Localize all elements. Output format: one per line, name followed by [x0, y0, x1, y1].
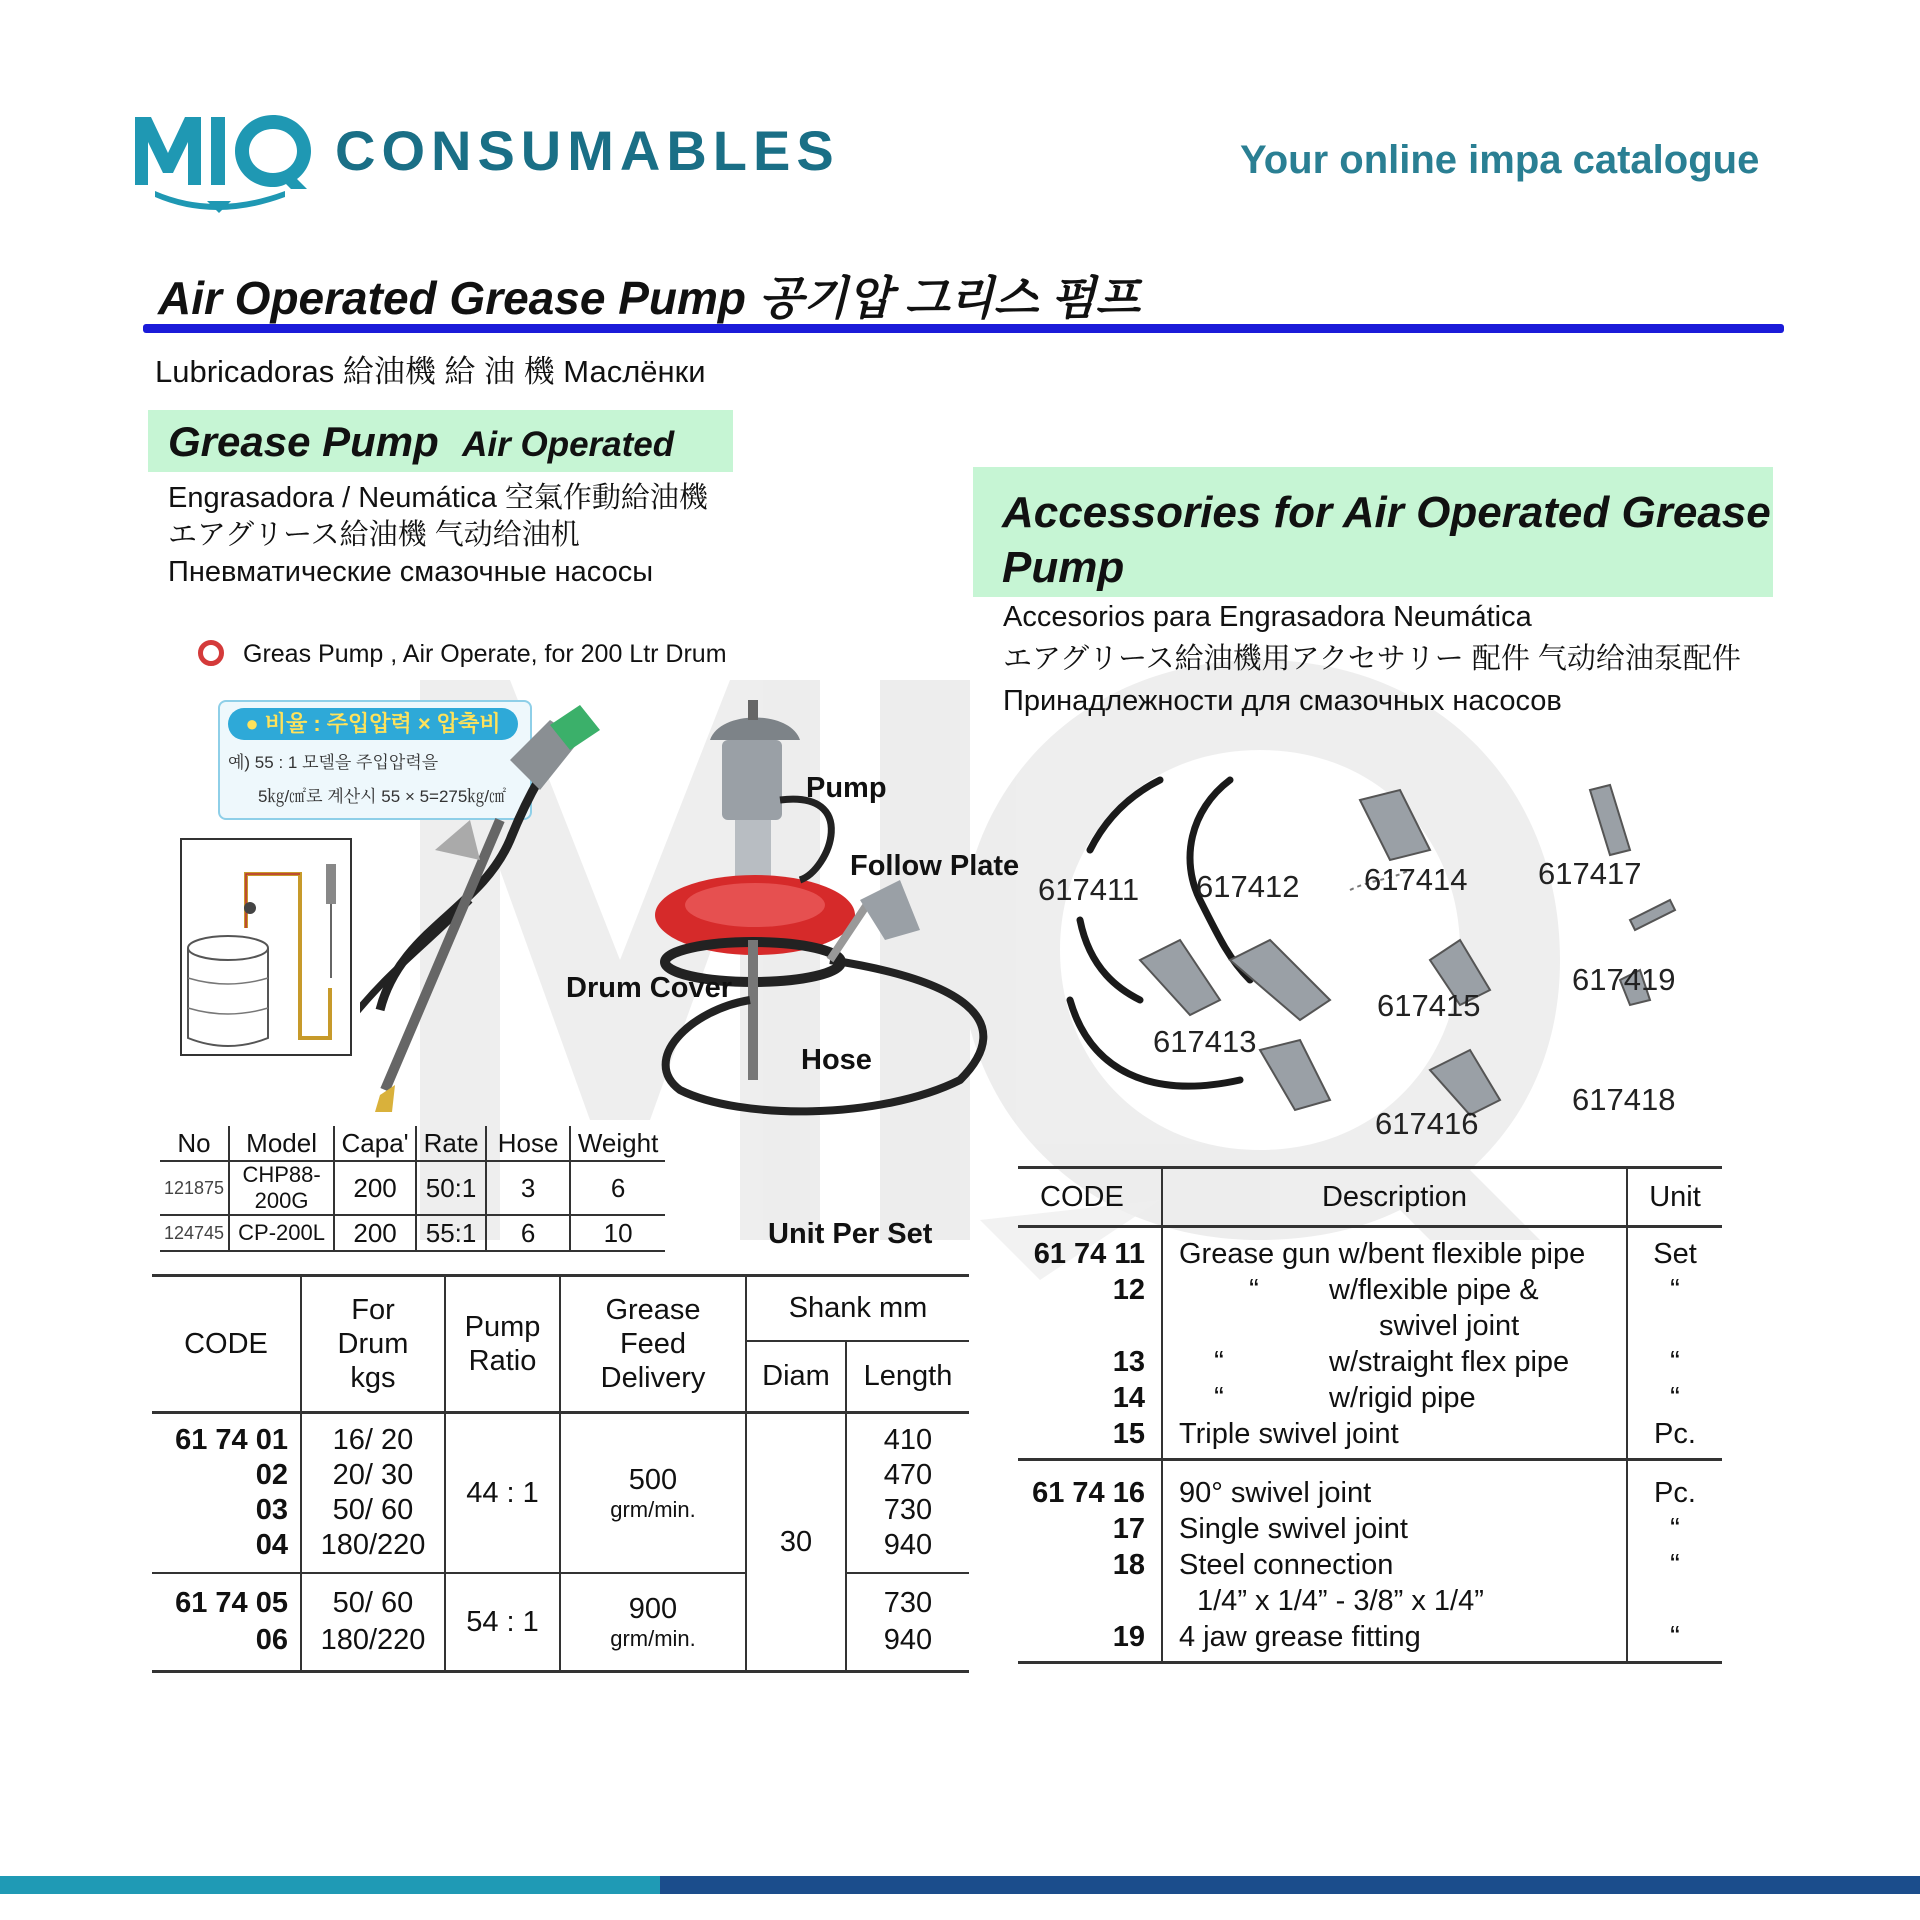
page-subtitle: Lubricadoras 給油機 給 油 機 Маслёнки [155, 354, 706, 389]
left-translations [168, 480, 708, 591]
feed-group-2 [560, 1573, 746, 1672]
code-cell: 06 [255, 1624, 288, 1656]
col-drum-header-line: Drum [337, 1328, 409, 1360]
table-row [160, 1215, 665, 1251]
table-row [160, 1161, 665, 1215]
col-description-header: Description [1162, 1168, 1627, 1227]
unit-cell: “ [1670, 1274, 1680, 1306]
description-cell: Steel connection [1179, 1549, 1394, 1581]
accessory-label: 617416 [1375, 1106, 1479, 1141]
description-cell: swivel joint [1379, 1310, 1520, 1342]
length-cell: 940 [883, 1529, 933, 1561]
descriptions-group-2 [1162, 1460, 1627, 1663]
feed-value: 900 [628, 1592, 678, 1625]
ratio-group-1: 44 : 1 [445, 1413, 560, 1574]
right-section-heading: Accessories for Air Operated Grease Pump [1002, 488, 1771, 592]
length-cell: 410 [883, 1424, 933, 1456]
length-cell: 470 [883, 1459, 933, 1491]
footer-bar [660, 1876, 1920, 1894]
lengths-group-2 [846, 1573, 969, 1672]
accessory-label: 617412 [1196, 869, 1300, 904]
feed-group-1 [560, 1413, 746, 1574]
codes-group-2 [1018, 1460, 1162, 1663]
units-group-2 [1627, 1460, 1722, 1663]
unit-per-set-label: Unit Per Set [768, 1218, 933, 1250]
col-feed-header [560, 1276, 746, 1413]
model-weight: 10 [570, 1215, 665, 1251]
code-cell: 02 [255, 1459, 288, 1491]
code-cell: 61 74 01 [175, 1424, 288, 1456]
feed-unit: grm/min. [610, 1625, 696, 1651]
description-cell: Grease gun w/bent flexible pipe [1179, 1238, 1586, 1270]
table-row [152, 1573, 969, 1672]
ratio-info-line-1: 예) 55 : 1 모델을 주입압력을 [228, 753, 439, 772]
drums-group-1 [301, 1413, 445, 1574]
codes-group-2 [152, 1573, 301, 1672]
drums-group-2 [301, 1573, 445, 1672]
code-cell: 61 74 11 [1033, 1238, 1145, 1270]
left-section-heading [168, 418, 674, 466]
col-ratio-header [445, 1276, 560, 1413]
unit-cell: “ [1670, 1513, 1680, 1545]
length-cell: 940 [883, 1624, 933, 1656]
model-rate: 50:1 [416, 1161, 486, 1215]
feed-value: 500 [628, 1463, 678, 1496]
col-length-header: Length [846, 1341, 969, 1413]
col-feed-header-line: Delivery [600, 1362, 706, 1394]
unit-cell [1628, 1583, 1722, 1619]
col-diam-header: Diam [746, 1341, 846, 1413]
col-code-header: CODE [1018, 1168, 1162, 1227]
model-table-header [160, 1126, 665, 1161]
codes-group-1 [1018, 1227, 1162, 1460]
accessory-label: 617418 [1572, 1082, 1676, 1117]
diam-cell: 30 [746, 1413, 846, 1672]
drum-diagram-image [180, 838, 352, 1056]
model-no: 124745 [160, 1215, 229, 1251]
description-cell: 90° swivel joint [1179, 1477, 1372, 1509]
callout-drum-cover: Drum Cover [566, 972, 732, 1004]
right-lang-line-3: Принадлежности для смазочных насосов [1003, 685, 1562, 717]
col-drum-header [301, 1276, 445, 1413]
code-cell: 03 [255, 1494, 288, 1526]
accessory-label: 617419 [1572, 962, 1676, 997]
description-cell: Triple swivel joint [1179, 1418, 1399, 1450]
unit-cell: Set [1653, 1238, 1697, 1270]
drum-cell: 180/220 [320, 1529, 426, 1561]
code-cell [1018, 1583, 1145, 1619]
title-divider [143, 324, 1784, 333]
code-cell: 18 [1112, 1549, 1145, 1581]
description-cell: 4 jaw grease fitting [1179, 1621, 1421, 1653]
description-cell: w/flexible pipe & [1329, 1274, 1539, 1306]
codes-group-1 [152, 1413, 301, 1574]
code-cell: 61 74 05 [175, 1587, 288, 1619]
col-feed-header-line: Feed [619, 1328, 687, 1360]
model-weight: 6 [570, 1161, 665, 1215]
drum-cell: 16/ 20 [332, 1424, 414, 1456]
unit-cell: “ [1670, 1346, 1680, 1378]
left-heading-main: Grease Pump [168, 418, 439, 465]
model-col-weight: Weight [570, 1126, 665, 1161]
length-cell: 730 [883, 1587, 933, 1619]
col-drum-header-line: kgs [350, 1362, 396, 1394]
drum-cell: 180/220 [320, 1624, 426, 1656]
description-cell: w/straight flex pipe [1329, 1346, 1570, 1378]
col-code-header: CODE [152, 1276, 301, 1413]
col-drum-header-line: For [351, 1294, 395, 1326]
model-name: CP-200L [229, 1215, 334, 1251]
model-no: 121875 [160, 1161, 229, 1215]
ratio-info-line-2: 5㎏/㎠로 계산시 55 × 5=275㎏/㎠ [258, 787, 507, 806]
accessory-label: 617414 [1364, 862, 1468, 897]
drum-cell: 20/ 30 [332, 1459, 414, 1491]
code-cell: 17 [1112, 1513, 1145, 1545]
code-cell: 15 [1112, 1418, 1145, 1450]
left-lang-line-3: Пневматические смазочные насосы [168, 556, 654, 588]
accessories-table-header [1018, 1168, 1722, 1227]
col-ratio-header-line: Ratio [468, 1345, 537, 1377]
model-col-hose: Hose [486, 1126, 570, 1161]
left-heading-small: Air Operated [462, 425, 675, 464]
grease-pump-code-table [152, 1274, 969, 1673]
code-cell: 19 [1112, 1621, 1145, 1653]
col-feed-header-line: Grease [605, 1294, 701, 1326]
grease-pump-image [360, 700, 1020, 1120]
ditto-mark: “ [1249, 1274, 1259, 1306]
code-cell: 13 [1112, 1346, 1145, 1378]
unit-cell [1628, 1308, 1722, 1344]
callout-pump: Pump [806, 772, 887, 804]
accessories-code-table [1018, 1166, 1722, 1664]
bullet-ring-icon [198, 640, 224, 666]
unit-cell: “ [1670, 1382, 1680, 1414]
col-unit-header: Unit [1627, 1168, 1722, 1227]
model-hose: 6 [486, 1215, 570, 1251]
left-lang-line-1: Engrasadora / Neumática 空氣作動給油機 [168, 482, 708, 514]
unit-cell: “ [1670, 1549, 1680, 1581]
drum-cell: 50/ 60 [332, 1587, 414, 1619]
right-lang-line-1: Accesorios para Engrasadora Neumática [1003, 601, 1532, 633]
model-capa: 200 [334, 1215, 416, 1251]
product-note: Greas Pump , Air Operate, for 200 Ltr Drum [243, 640, 727, 668]
feed-unit: grm/min. [610, 1496, 696, 1522]
col-shank-header: Shank mm [746, 1276, 969, 1341]
description-cell: w/rigid pipe [1329, 1382, 1476, 1414]
descriptions-group-1 [1162, 1227, 1627, 1460]
model-name: CHP88-200G [229, 1161, 334, 1215]
tagline: Your online impa catalogue [1240, 138, 1760, 182]
ditto-mark: “ [1214, 1382, 1224, 1414]
lengths-group-1 [846, 1413, 969, 1574]
brand-name: CONSUMABLES [335, 119, 840, 182]
model-rate: 55:1 [416, 1215, 486, 1251]
col-ratio-header-line: Pump [464, 1311, 541, 1343]
left-lang-line-2: エアグリース給油機 气动给油机 [168, 519, 580, 551]
unit-cell: “ [1670, 1621, 1680, 1653]
footer-bar-accent [0, 1876, 660, 1894]
model-capa: 200 [334, 1161, 416, 1215]
right-translations [1003, 596, 1741, 722]
model-hose: 3 [486, 1161, 570, 1215]
right-lang-line-2: エアグリース給油機用アクセサリー 配件 气动给油泵配件 [1003, 643, 1741, 675]
model-col-rate: Rate [416, 1126, 486, 1161]
miq-logo-icon [135, 105, 315, 215]
model-col-no: No [160, 1126, 229, 1161]
accessory-label: 617411 [1038, 872, 1140, 907]
units-group-1 [1627, 1227, 1722, 1460]
model-spec-table [160, 1126, 665, 1252]
accessory-label: 617413 [1153, 1024, 1257, 1059]
page-title: Air Operated Grease Pump 공기압 그리스 펌프 [158, 272, 1140, 324]
model-col-model: Model [229, 1126, 334, 1161]
ratio-info-heading: ● 비율 : 주입압력 × 압축비 [228, 708, 518, 740]
code-cell: 04 [255, 1529, 288, 1561]
description-cell: Single swivel joint [1179, 1513, 1408, 1545]
unit-cell: Pc. [1654, 1477, 1696, 1509]
description-cell: 1/4” x 1/4” - 3/8” x 1/4” [1197, 1585, 1484, 1617]
table-row [1018, 1460, 1722, 1663]
model-col-capa: Capa' [334, 1126, 416, 1161]
ratio-group-2: 54 : 1 [445, 1573, 560, 1672]
code-cell: 14 [1112, 1382, 1145, 1414]
callout-hose: Hose [801, 1044, 872, 1076]
table-row [1018, 1227, 1722, 1460]
code-cell: 12 [1112, 1274, 1145, 1306]
ditto-mark: “ [1214, 1346, 1224, 1378]
code-cell [1018, 1308, 1145, 1344]
accessory-label: 617417 [1538, 856, 1642, 891]
length-cell: 730 [883, 1494, 933, 1526]
code-cell: 61 74 16 [1032, 1477, 1145, 1509]
table-row [152, 1413, 969, 1574]
unit-cell: Pc. [1654, 1418, 1696, 1450]
callout-follow-plate: Follow Plate [850, 850, 1020, 882]
accessory-label: 617415 [1377, 988, 1481, 1023]
drum-cell: 50/ 60 [332, 1494, 414, 1526]
